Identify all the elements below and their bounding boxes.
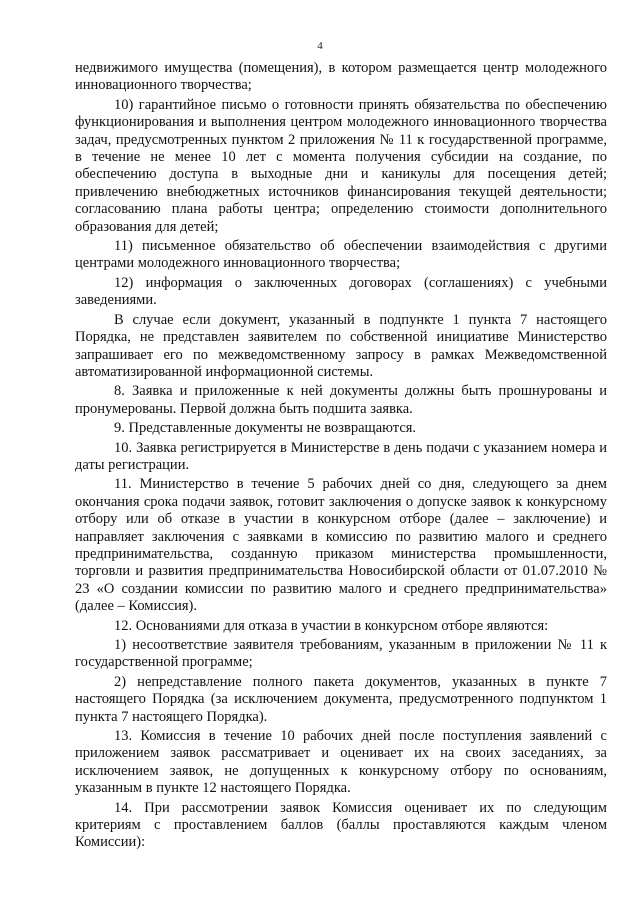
paragraph-clause-10: 10. Заявка регистрируется в Министерстве в день подачи с указанием номера и даты регистрации. <box>75 439 607 473</box>
paragraph-clause-13: 13. Комиссия в течение 10 рабочих дней после поступления заявлений с приложением заявок рассматривает и оценивает их на своих заседаниях, за исключением заявок, не допущенных к конкурсному отбору по основаниям, указанным в пункте 12 настоящего Порядка. <box>75 728 607 797</box>
document-body <box>75 60 607 854</box>
paragraph-clause-9: 9. Представленные документы не возвращаются. <box>114 420 417 437</box>
paragraph-clause-14: 14. При рассмотрении заявок Комиссия оценивает их по следующим критериям с проставлением баллов (баллы проставляются каждым членом Комиссии): <box>75 799 607 851</box>
paragraph-refusal-2: 2) непредставление полного пакета документов, указанных в пункте 7 настоящего Порядка (за исключением документа, предусмотренного подпунктом 1 пункта 7 настоящего Порядка). <box>75 673 607 725</box>
paragraph-item-10: 10) гарантийное письмо о готовности принять обязательства по обеспечению функционирования и выполнения центром молодежного инновационного творчества задач, предусмотренных пунктом 2 приложения № 11 к государственной программе, в течение не менее 10 лет с момента получения субсидии на создание, по обеспечению доступа в выходные дни и каникулы для посещения детей; привлечению внебюджетных источников финансирования текущей деятельности; согласованию плана работы центра; определению стоимости дополнительного образования для детей; <box>75 96 607 235</box>
paragraph-clause-11: 11. Министерство в течение 5 рабочих дней со дня, следующего за днем окончания срока подачи заявок, готовит заключения о допуске заявок к конкурсному отбору или об отказе в участии в конкурсном отборе (далее – заключение) и направляет заключения с заявками в комиссию по развитию малого и среднего предпринимательства, созданную приказом министерства промышленности, торговли и развития предпринимательства Новосибирской области от 01.07.2010 № 23 «О создании комиссии по развитию малого и среднего предпринимательства» (далее – Комиссия). <box>75 476 607 615</box>
paragraph-clause-8: 8. Заявка и приложенные к ней документы должны быть прошнурованы и пронумерованы. Первой должна быть подшита заявка. <box>75 383 607 417</box>
paragraph-continuation: недвижимого имущества (помещения), в котором размещается центр молодежного инновационного творчества; <box>75 60 607 94</box>
paragraph-missing-document: В случае если документ, указанный в подпункте 1 пункта 7 настоящего Порядка, не представлен заявителем по собственной инициативе Министерство запрашивает его по межведомственному запросу в рамках Межведомственной автоматизированной информационной системы. <box>75 311 607 380</box>
paragraph-clause-12: 12. Основаниями для отказа в участии в конкурсном отборе являются: <box>114 617 549 634</box>
paragraph-item-11: 11) письменное обязательство об обеспечении взаимодействия с другими центрами молодежного инновационного творчества; <box>75 238 607 272</box>
paragraph-item-12: 12) информация о заключенных договорах (соглашениях) с учебными заведениями. <box>75 274 607 309</box>
page-number: 4 <box>317 40 323 52</box>
paragraph-refusal-1: 1) несоответствие заявителя требованиям, указанным в приложении № 11 к государственной программе; <box>75 637 607 671</box>
